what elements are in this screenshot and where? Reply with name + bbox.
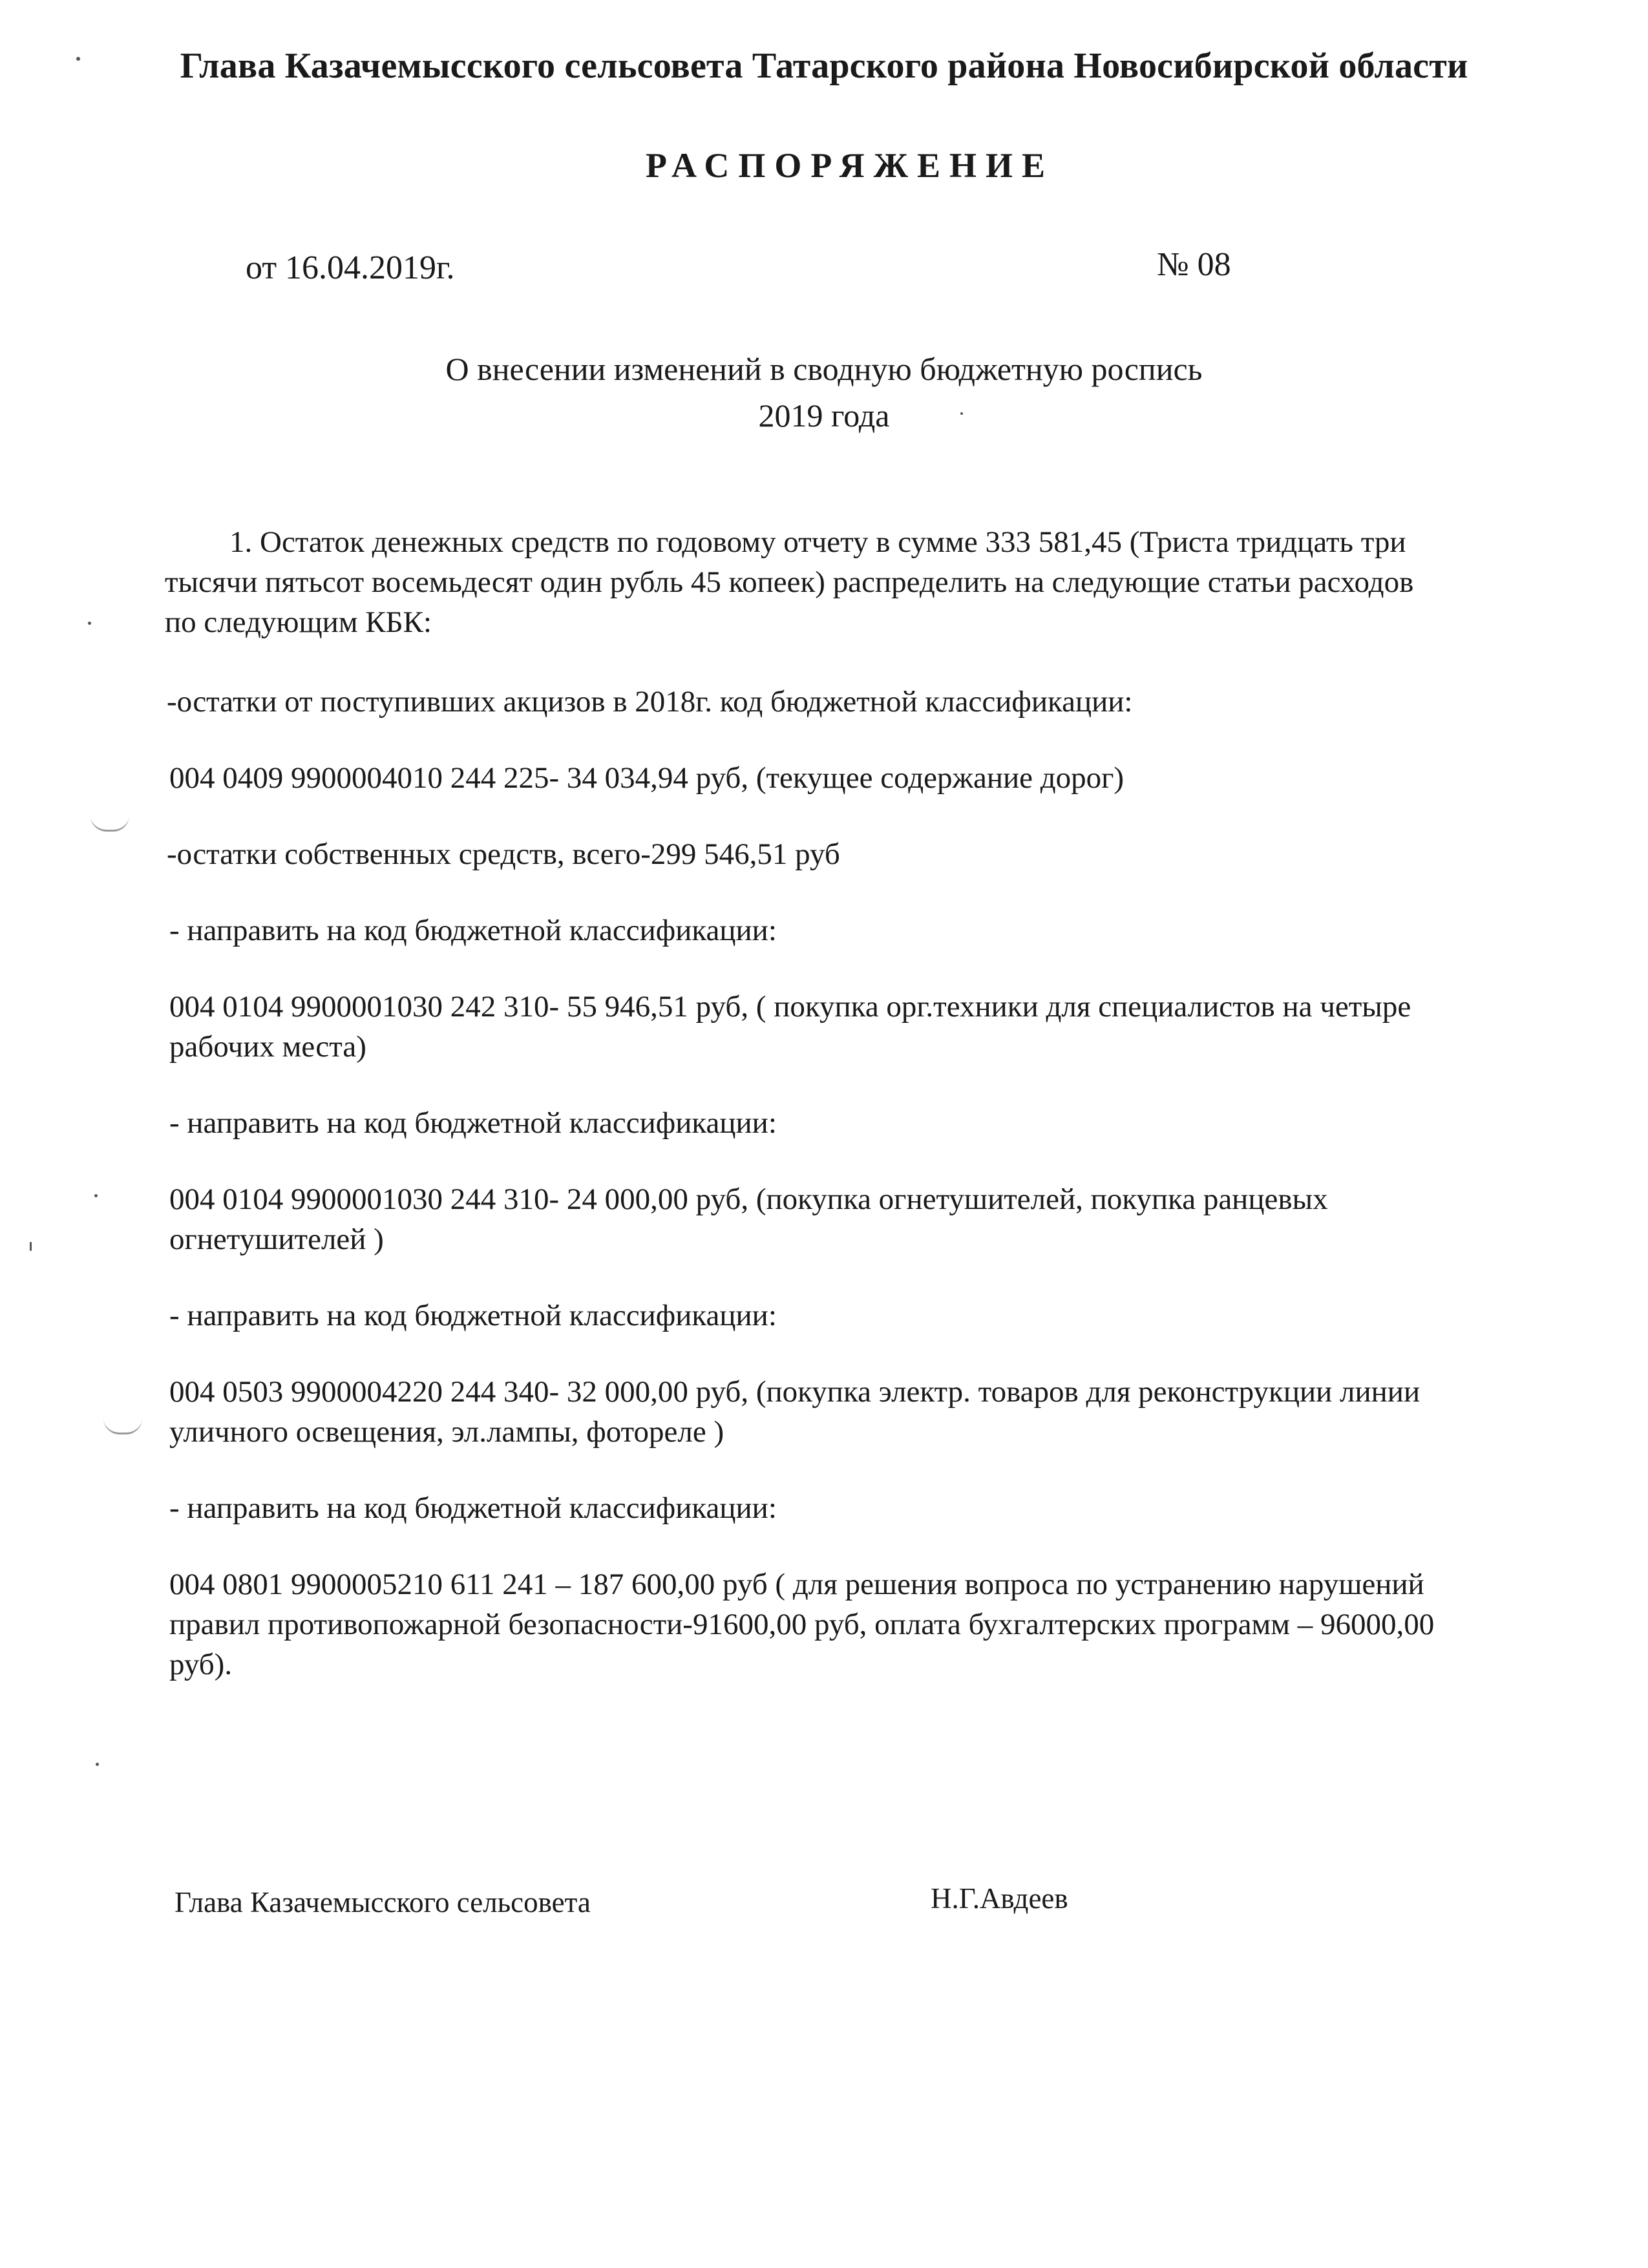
item-3-direct: - направить на код бюджетной классификации: xyxy=(169,1299,777,1332)
item-1-direct: - направить на код бюджетной классификации: xyxy=(169,914,777,947)
document-type-title: РАСПОРЯЖЕНИЕ xyxy=(645,146,1055,185)
paragraph-1-line-2: тысячи пятьсот восемьдесят один рубль 45 копеек) распределить на следующие статьи расходов xyxy=(165,565,1414,599)
item-4-code-line-2: правил противопожарной безопасности-91600,00 руб, оплата бухгалтерских программ – 96000,00 xyxy=(169,1608,1435,1641)
subject-line-1: О внесении изменений в сводную бюджетную роспись xyxy=(445,351,1203,387)
excise-code-line: 004 0409 9900004010 244 225- 34 034,94 руб, (текущее содержание дорог) xyxy=(169,761,1125,795)
document-subject xyxy=(0,346,1648,439)
scan-speck xyxy=(88,622,91,625)
scan-speck xyxy=(960,412,963,415)
item-3-code-line-1: 004 0503 9900004220 244 340- 32 000,00 руб, (покупка электр. товаров для реконструкции линии xyxy=(169,1375,1421,1409)
subject-line-2: 2019 года xyxy=(758,397,890,434)
item-2-code-line-1: 004 0104 9900001030 244 310- 24 000,00 руб, (покупка огнетушителей, покупка ранцевых xyxy=(169,1182,1328,1216)
document-date: от 16.04.2019г. xyxy=(246,249,455,286)
own-funds-line: -остатки собственных средств, всего-299 546,51 руб xyxy=(167,837,840,871)
scan-speck xyxy=(94,1194,98,1197)
organization-header: Глава Казачемысского сельсовета Татарского района Новосибирской области xyxy=(180,46,1468,86)
paragraph-1-line-1: 1. Остаток денежных средств по годовому отчету в сумме 333 581,45 (Триста тридцать три xyxy=(229,525,1406,559)
item-2-direct: - направить на код бюджетной классификации: xyxy=(169,1106,777,1140)
item-2-code-line-2: огнетушителей ) xyxy=(169,1223,384,1256)
scan-speck xyxy=(76,57,80,61)
item-1-code-line-1: 004 0104 9900001030 242 310- 55 946,51 руб, ( покупка орг.техники для специалистов на четыре xyxy=(169,990,1411,1024)
item-4-code-line-3: руб). xyxy=(169,1648,233,1681)
item-3-code-line-2: уличного освещения, эл.лампы, фотореле ) xyxy=(169,1415,724,1449)
excise-heading: -остатки от поступивших акцизов в 2018г. код бюджетной классификации: xyxy=(167,685,1133,719)
item-4-direct: - направить на код бюджетной классификации: xyxy=(169,1491,777,1525)
item-4-code-line-1: 004 0801 9900005210 611 241 – 187 600,00 руб ( для решения вопроса по устранению нарушений xyxy=(169,1568,1424,1601)
scan-mark xyxy=(103,1418,142,1434)
signatory-position: Глава Казачемысского сельсовета xyxy=(174,1886,591,1918)
item-1-code-line-2: рабочих места) xyxy=(169,1030,366,1064)
paragraph-1-line-3: по следующим КБК: xyxy=(165,605,432,639)
scan-speck xyxy=(30,1242,32,1251)
document-number: № 08 xyxy=(1157,246,1231,283)
scan-speck xyxy=(96,1763,99,1766)
signatory-name: Н.Г.Авдеев xyxy=(931,1882,1068,1915)
scan-mark xyxy=(90,815,129,832)
